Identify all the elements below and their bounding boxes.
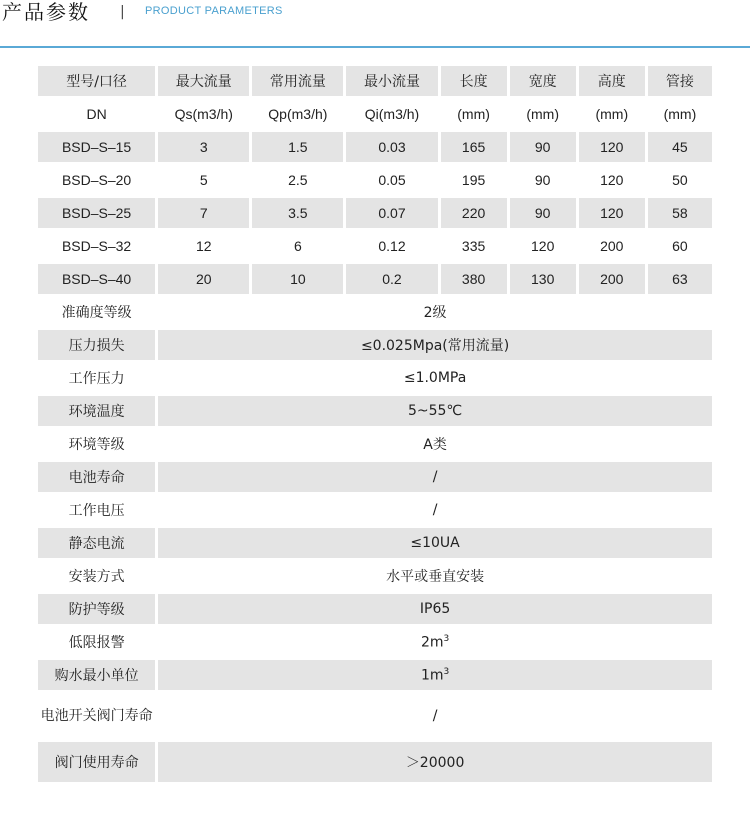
model-cell: 0.2 — [346, 264, 437, 294]
spec-label: 环境温度 — [38, 396, 155, 426]
header-cell: 型号/口径 — [38, 66, 155, 96]
header-cell: 长度 — [441, 66, 507, 96]
header-cell: 常用流量 — [252, 66, 343, 96]
model-cell: 12 — [195, 238, 212, 254]
spec-row-working-voltage — [38, 494, 712, 526]
model-cell: BSD–S–15 — [38, 132, 155, 162]
unit-cell: DN — [86, 106, 107, 122]
unit-cell: (mm) — [663, 106, 697, 122]
spec-row-valve-service-life — [38, 742, 712, 782]
spec-row-environment-class — [38, 428, 712, 460]
model-row — [38, 198, 712, 228]
model-row — [38, 230, 712, 262]
spec-value: ≤10UA — [158, 528, 712, 558]
model-cell: 120 — [600, 172, 624, 188]
unit-cell: Qp(m3/h) — [268, 106, 328, 122]
spec-row-low-limit-alarm — [38, 626, 712, 658]
spec-value: A类 — [423, 437, 447, 453]
spec-row-battery-life — [38, 462, 712, 492]
model-cell: 220 — [441, 198, 507, 228]
model-row — [38, 164, 712, 196]
unit-row — [38, 98, 712, 130]
model-cell: BSD–S–20 — [61, 172, 132, 188]
model-cell: 90 — [534, 172, 551, 188]
model-cell: 58 — [648, 198, 712, 228]
spec-row-working-pressure — [38, 362, 712, 394]
page-header — [0, 0, 750, 48]
model-cell: 45 — [648, 132, 712, 162]
spec-label: 电池寿命 — [38, 462, 155, 492]
spec-value: / — [432, 502, 438, 518]
model-row — [38, 132, 712, 162]
model-cell: 120 — [579, 198, 645, 228]
header-divider — [0, 46, 750, 48]
model-cell: 50 — [672, 172, 688, 188]
spec-value-text: 2m — [420, 634, 444, 651]
header-cell: 宽度 — [510, 66, 576, 96]
model-cell: 0.03 — [346, 132, 437, 162]
spec-value: 水平或垂直安装 — [386, 569, 485, 585]
spec-value — [158, 660, 712, 690]
spec-value: IP65 — [158, 594, 712, 624]
spec-value: ≤0.025Mpa(常用流量) — [158, 330, 712, 360]
model-cell: 130 — [510, 264, 576, 294]
spec-value: / — [432, 708, 438, 724]
model-cell: 0.07 — [346, 198, 437, 228]
spec-label: 防护等级 — [38, 594, 155, 624]
model-cell: 3 — [158, 132, 249, 162]
spec-value: ＞20000 — [158, 742, 712, 782]
spec-label: 压力损失 — [38, 330, 155, 360]
model-cell: 60 — [672, 238, 688, 254]
spec-label: 安装方式 — [68, 569, 125, 585]
spec-value: / — [158, 462, 712, 492]
unit-cell: (mm) — [595, 106, 629, 122]
page-subtitle: PRODUCT PARAMETERS — [145, 5, 283, 17]
model-cell: 0.05 — [378, 172, 406, 188]
spec-row-ambient-temperature — [38, 396, 712, 426]
spec-row-accuracy — [38, 296, 712, 328]
model-cell: 90 — [510, 132, 576, 162]
spec-row-min-purchase-unit — [38, 660, 712, 690]
header-cell: 最大流量 — [158, 66, 249, 96]
spec-row-battery-switch-valve-life — [38, 692, 712, 740]
model-cell: 200 — [600, 238, 624, 254]
spec-row-protection-class — [38, 594, 712, 624]
header-row — [38, 66, 712, 96]
spec-row-installation — [38, 560, 712, 592]
product-parameters-table — [35, 64, 715, 784]
superscript: 3 — [443, 633, 450, 644]
model-cell: BSD–S–25 — [38, 198, 155, 228]
spec-value — [158, 626, 712, 658]
model-cell: 200 — [579, 264, 645, 294]
model-cell: 1.5 — [252, 132, 343, 162]
spec-label: 工作压力 — [68, 371, 125, 387]
spec-value: 2级 — [423, 305, 447, 321]
model-cell: 10 — [252, 264, 343, 294]
spec-label: 购水最小单位 — [38, 660, 155, 690]
spec-row-pressure-loss — [38, 330, 712, 360]
model-cell: 380 — [441, 264, 507, 294]
model-cell: 120 — [579, 132, 645, 162]
spec-row-static-current — [38, 528, 712, 558]
spec-value-text: 1m — [420, 667, 444, 684]
model-cell: 3.5 — [252, 198, 343, 228]
model-row — [38, 264, 712, 294]
model-cell: 20 — [158, 264, 249, 294]
unit-cell: Qs(m3/h) — [174, 106, 233, 122]
spec-value: ≤1.0MPa — [403, 370, 467, 386]
spec-label: 电池开关阀门寿命 — [40, 708, 153, 724]
spec-label: 阀门使用寿命 — [38, 742, 155, 782]
model-cell: 6 — [293, 238, 302, 254]
page-title: 产品参数 — [2, 0, 90, 24]
title-separator: | — [120, 4, 125, 20]
model-cell: 120 — [531, 238, 555, 254]
spec-label: 环境等级 — [68, 437, 125, 453]
model-cell: 63 — [648, 264, 712, 294]
model-cell: 5 — [199, 172, 208, 188]
model-cell: BSD–S–40 — [38, 264, 155, 294]
spec-label: 低限报警 — [68, 635, 125, 651]
model-cell: 90 — [510, 198, 576, 228]
unit-cell: (mm) — [457, 106, 490, 122]
model-cell: 0.12 — [378, 238, 406, 254]
unit-cell: (mm) — [526, 106, 560, 122]
model-cell: 195 — [461, 172, 486, 188]
header-cell: 高度 — [579, 66, 645, 96]
model-cell: 335 — [461, 238, 486, 254]
model-cell: BSD–S–32 — [61, 238, 132, 254]
spec-label: 工作电压 — [68, 503, 125, 519]
superscript: 3 — [443, 666, 450, 677]
unit-cell: Qi(m3/h) — [364, 106, 420, 122]
header-cell: 最小流量 — [346, 66, 437, 96]
model-cell: 2.5 — [288, 172, 308, 188]
model-cell: 165 — [441, 132, 507, 162]
spec-value: 5~55℃ — [158, 396, 712, 426]
header-cell: 管接 — [648, 66, 712, 96]
spec-label: 静态电流 — [38, 528, 155, 558]
model-cell: 7 — [158, 198, 249, 228]
spec-label: 准确度等级 — [61, 305, 132, 321]
